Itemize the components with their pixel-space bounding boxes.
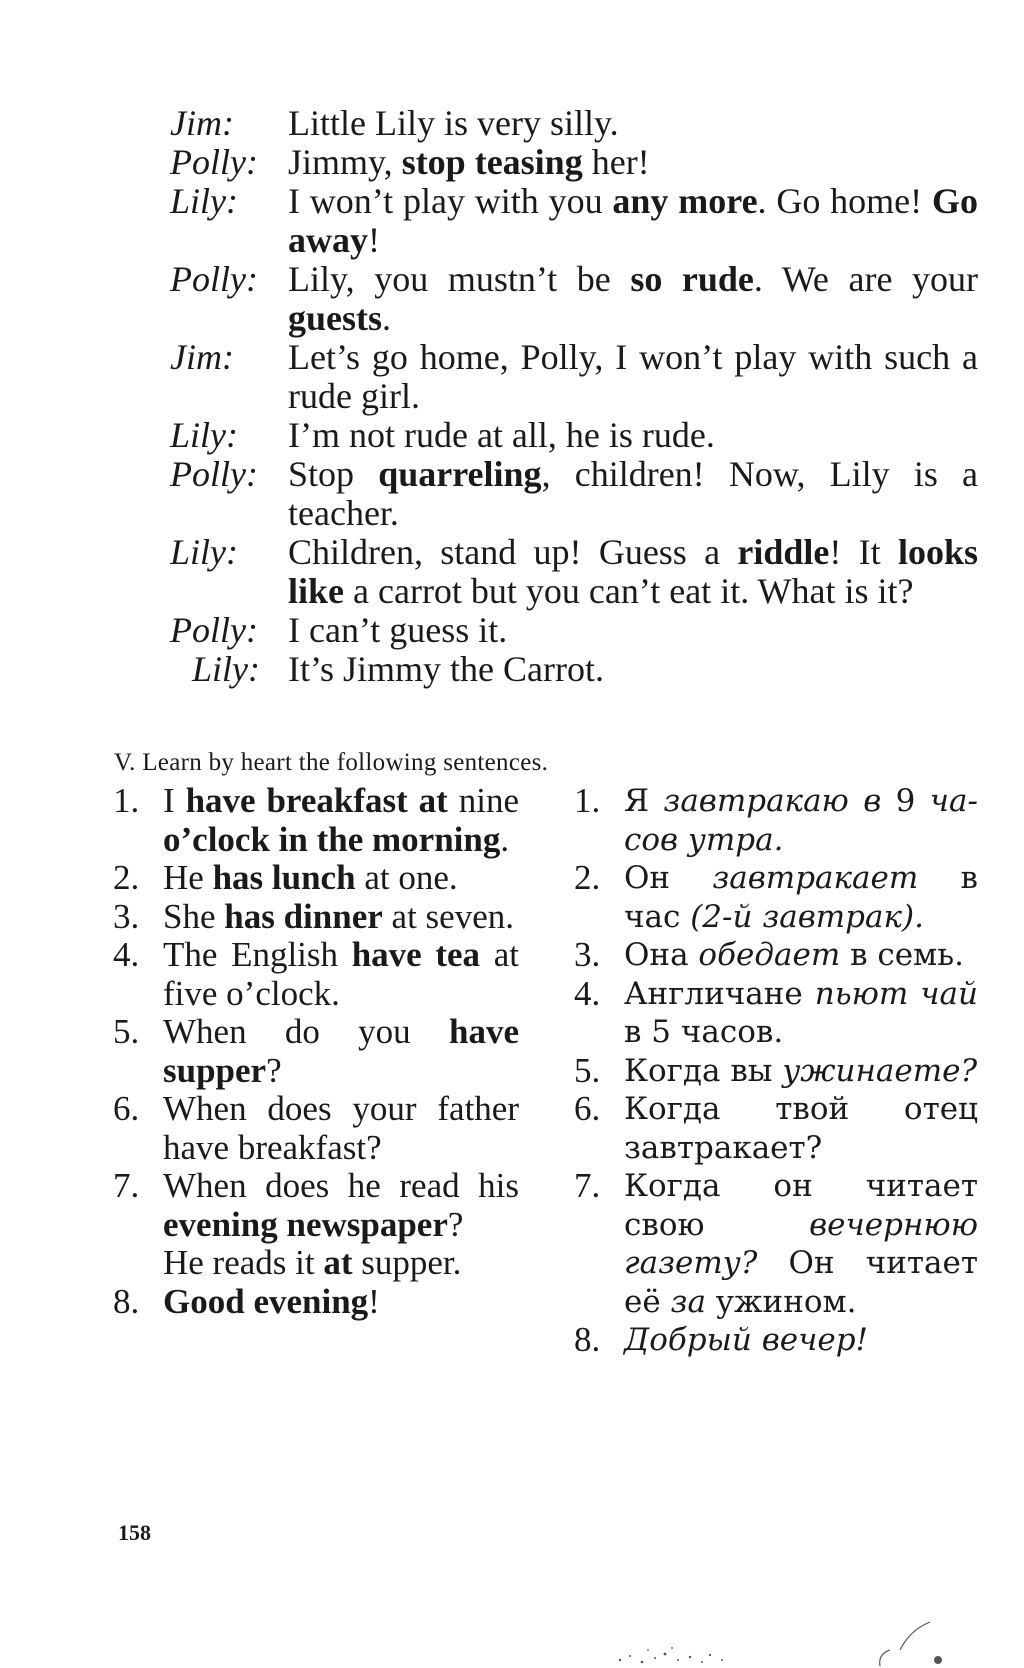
text-run: Он	[624, 860, 713, 896]
text-run: at one.	[355, 858, 458, 897]
dialogue-line	[170, 416, 978, 455]
bold-phrase: looks like	[288, 532, 979, 611]
dialogue-line	[170, 533, 978, 611]
exercise-heading: V. Learn by heart the following sentences.	[114, 749, 549, 776]
text-run: The English	[163, 935, 352, 974]
italic-phrase: (2-й завтрак).	[690, 898, 924, 935]
item-number: 1.	[574, 781, 601, 820]
bold-phrase: stop teasing	[401, 142, 583, 182]
item-text	[163, 782, 519, 859]
text-run: When does your father have breakfast?	[163, 1089, 519, 1167]
speech-text	[288, 104, 978, 143]
item-number: 8.	[574, 1320, 601, 1359]
speech-text	[288, 338, 978, 416]
bold-phrase: at	[323, 1243, 353, 1282]
item-text	[163, 1283, 519, 1322]
bold-phrase: have breakfast at	[185, 781, 448, 820]
speaker-name: Polly:	[170, 142, 258, 182]
speech-text	[288, 533, 978, 611]
english-sentence-item	[113, 782, 519, 859]
italic-phrase: завтракаю в	[663, 783, 882, 819]
item-text	[624, 782, 978, 859]
item-text	[163, 1090, 519, 1167]
italic-phrase: пьют чай	[814, 975, 978, 1012]
text-run: at seven.	[382, 896, 514, 936]
text-run: Англичане	[624, 975, 815, 1012]
item-number: 7.	[113, 1166, 140, 1205]
text-run: I’m not rude at all, he is rude.	[288, 415, 715, 455]
item-number: 2.	[574, 858, 601, 897]
english-sentence-item	[113, 1283, 519, 1322]
speech-text	[288, 143, 978, 182]
speech-text	[288, 611, 978, 650]
speech-text	[288, 455, 978, 533]
item-text	[163, 936, 519, 1013]
italic-phrase: вечернюю газету?	[624, 1206, 978, 1281]
text-run: в 5 часов.	[624, 1014, 784, 1050]
russian-translation-item	[574, 1321, 978, 1360]
text-run: Stop	[288, 454, 379, 494]
english-sentence-item	[113, 1244, 519, 1283]
text-run: !	[368, 220, 380, 260]
text-run: I	[163, 781, 186, 820]
speaker-name: Lily:	[170, 181, 238, 221]
dialogue-line	[170, 611, 978, 650]
dialogue-line	[170, 104, 978, 143]
english-sentence-item	[113, 1013, 519, 1090]
page-number: 158	[118, 1520, 151, 1545]
speaker-name: Lily:	[170, 415, 238, 455]
text-run: в час	[624, 860, 979, 935]
item-text	[624, 859, 978, 936]
english-sentence-item	[113, 859, 519, 898]
speaker-name: Jim:	[170, 337, 234, 377]
item-number: 6.	[113, 1089, 140, 1128]
english-sentence-item	[113, 936, 519, 1013]
item-text	[163, 1167, 519, 1244]
speech-text	[288, 260, 978, 338]
text-run: I won’t play with you	[288, 181, 613, 221]
item-number: 2.	[113, 858, 140, 897]
bold-phrase: Good evening	[163, 1281, 369, 1321]
text-run: Когда он читает свою	[624, 1168, 978, 1243]
text-run: She	[163, 896, 225, 936]
text-run: supper.	[352, 1243, 462, 1282]
item-text	[163, 859, 519, 898]
speaker-name: Polly:	[170, 259, 258, 299]
dialogue-line	[170, 182, 978, 260]
bold-phrase: guests	[288, 298, 383, 338]
english-sentence-item	[113, 1090, 519, 1167]
item-number: 5.	[113, 1012, 140, 1051]
bold-phrase: evening newspaper	[163, 1204, 448, 1244]
italic-phrase: ужинаете?	[782, 1052, 978, 1089]
dialogue-line	[170, 338, 978, 416]
russian-translation-item	[574, 975, 978, 1052]
text-run: When do you	[163, 1012, 449, 1051]
item-text	[163, 1013, 519, 1090]
text-run: Children, stand up! Guess a	[288, 532, 738, 572]
text-run: , children! Now, Lily is a teacher.	[288, 454, 978, 533]
bold-phrase: has dinner	[224, 896, 383, 936]
text-run: Он читает её	[624, 1245, 978, 1320]
item-text	[624, 1167, 978, 1321]
item-number: 4.	[574, 973, 601, 1013]
russian-translation-item	[574, 1167, 978, 1321]
bold-phrase: has lunch	[212, 858, 356, 897]
dialogue	[170, 104, 978, 689]
speech-text	[288, 416, 978, 455]
english-sentences	[113, 782, 519, 1321]
text-run: Когда вы	[624, 1052, 783, 1089]
italic-phrase: часов утра.	[624, 783, 978, 858]
italic-phrase: Добрый вечер!	[624, 1322, 869, 1358]
text-run: Lily, you mustn’t be	[288, 259, 631, 299]
text-run: 9	[881, 783, 930, 819]
speaker-name: Polly:	[170, 454, 258, 494]
item-number	[113, 1244, 163, 1283]
text-run: . We are your	[753, 259, 978, 299]
text-run: . Go home!	[757, 181, 932, 221]
text-run: It’s Jimmy the Carrot.	[288, 649, 604, 689]
bold-phrase: quarreling	[378, 454, 542, 494]
english-sentence-item	[113, 898, 519, 937]
text-run: в семь.	[840, 937, 964, 973]
item-number: 4.	[113, 935, 140, 974]
item-number: 3.	[113, 896, 140, 936]
text-run: ?	[447, 1204, 464, 1244]
item-number: 1.	[113, 781, 140, 820]
bold-phrase: so rude	[630, 259, 754, 299]
text-run: He	[163, 858, 213, 897]
english-sentence-item	[113, 1167, 519, 1244]
russian-translation-item	[574, 1090, 978, 1167]
item-text	[624, 1052, 978, 1091]
text-run: at five o’clock.	[163, 935, 519, 1013]
text-run: nine	[447, 781, 519, 820]
russian-translations	[574, 782, 978, 1360]
text-run: Она	[624, 937, 699, 973]
text-run: a carrot but you can’t eat it. What is it?	[344, 571, 914, 611]
item-number: 3.	[574, 935, 601, 974]
item-text	[624, 1090, 978, 1167]
text-run: Я	[624, 783, 664, 819]
speaker-name: Jim:	[170, 103, 234, 143]
item-text	[624, 936, 978, 975]
dialogue-line	[170, 260, 978, 338]
italic-phrase: обедает	[698, 937, 841, 973]
russian-translation-item	[574, 936, 978, 975]
item-number: 8.	[113, 1281, 140, 1321]
print-smudge	[560, 1610, 1020, 1668]
text-run: Little Lily is very silly.	[288, 103, 619, 143]
item-number: 6.	[574, 1089, 601, 1128]
bold-phrase: have supper	[163, 1012, 519, 1090]
item-text	[624, 975, 978, 1052]
text-run: Когда твой отец завтракает?	[624, 1091, 978, 1166]
dialogue-line	[170, 143, 978, 182]
russian-translation-item	[574, 782, 978, 859]
bold-phrase: have tea	[351, 935, 481, 974]
dialogue-line	[170, 650, 978, 689]
text-run: her!	[582, 142, 650, 182]
bold-phrase: riddle	[737, 532, 830, 572]
speech-text	[288, 650, 978, 689]
item-number: 7.	[574, 1166, 601, 1205]
text-run: I can’t guess it.	[288, 610, 508, 650]
text-run: ?	[266, 1050, 282, 1090]
item-text	[624, 1321, 978, 1360]
text-run: ужином.	[705, 1283, 857, 1320]
item-text	[163, 1244, 519, 1283]
speaker-name: Polly:	[170, 610, 258, 650]
italic-phrase: за	[670, 1283, 706, 1320]
speaker-name: Lily:	[170, 532, 238, 572]
speaker-name: Lily:	[192, 649, 260, 689]
text-run: Let’s go home, Polly, I won’t play with such a rude girl.	[288, 337, 978, 416]
text-run: ! It	[829, 532, 898, 572]
russian-translation-item	[574, 859, 978, 936]
bold-phrase: Go away	[288, 181, 978, 260]
text-run: .	[382, 298, 392, 338]
italic-phrase: завтракает	[712, 860, 919, 896]
text-run: When does he read his	[163, 1166, 519, 1205]
bold-phrase: o’clock in the morning	[163, 819, 501, 859]
text-run: Jimmy,	[288, 142, 402, 182]
bold-phrase: any more	[612, 181, 758, 221]
text-run: .	[500, 819, 510, 859]
russian-translation-item	[574, 1052, 978, 1091]
item-number: 5.	[574, 1050, 601, 1090]
dialogue-line	[170, 455, 978, 533]
text-run: He reads it	[163, 1243, 324, 1282]
text-run: !	[368, 1281, 380, 1321]
item-text	[163, 898, 519, 937]
speech-text	[288, 182, 978, 260]
